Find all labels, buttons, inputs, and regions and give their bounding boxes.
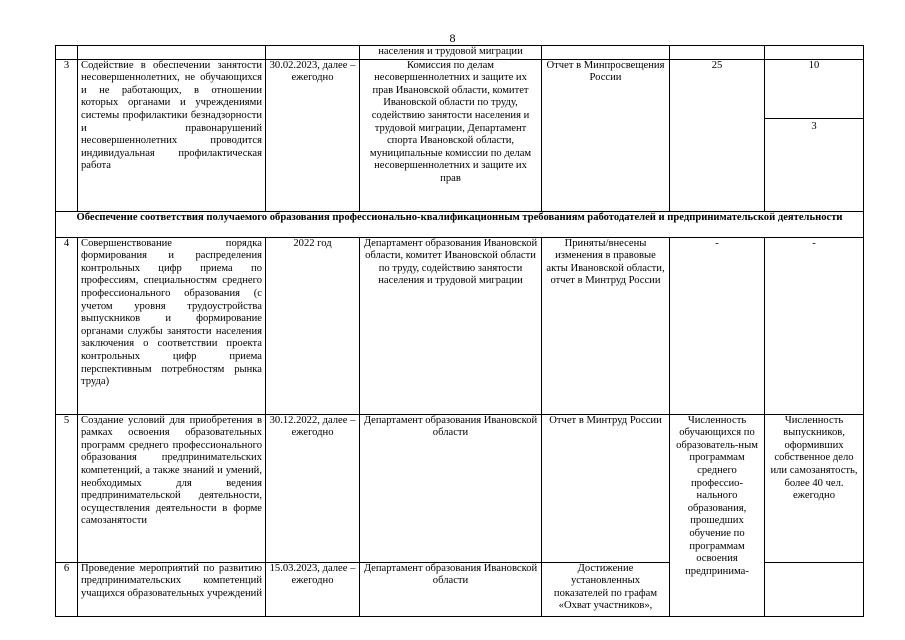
term-cell: 30.12.2022, далее – ежегодно: [266, 414, 360, 562]
row-number: 5: [56, 414, 78, 562]
row-number: 4: [56, 237, 78, 414]
term-cell: 15.03.2023, далее – ежегодно: [266, 562, 360, 616]
section-heading-row: [56, 211, 864, 237]
value-cell: [765, 59, 864, 211]
result-cell: Отчет в Минпросвещения России: [542, 59, 670, 211]
row-number: 3: [56, 59, 78, 211]
section-heading: Обеспечение соответствия получаемого образования профессионально-квалификационным требованиям работодателей и предпринимательской деятельности: [56, 211, 864, 237]
indicator-cell: -: [670, 237, 765, 414]
table-row: [56, 237, 864, 414]
executors-cell: Департамент образования Ивановской области, комитет Ивановской области по труду, содействию занятости населения и трудовой миграции: [360, 237, 542, 414]
indicator-cell: 25: [670, 59, 765, 211]
measures-table: [55, 45, 864, 617]
value-top: 10: [765, 60, 863, 119]
executors-cell: Департамент образования Ивановской области: [360, 414, 542, 562]
value-cell: -: [765, 237, 864, 414]
value-cell: Численность выпускников, оформивших собственное дело или самозанятость, более 40 чел. ежегодно: [765, 414, 864, 562]
table-row: [56, 59, 864, 211]
term-cell: 30.02.2023, далее – ежегодно: [266, 59, 360, 211]
executors-cell: Департамент образования Ивановской области: [360, 562, 542, 616]
result-cell: Достижение установленных показателей по графам «Охват участников»,: [542, 562, 670, 616]
result-cell: Приняты/внесены изменения в правовые акты Ивановской области, отчет в Минтруд России: [542, 237, 670, 414]
executors-cell: Комиссия по делам несовершеннолетних и защите их прав Ивановской области, комитет Ивановской области по труду, содействию занятости населения и трудовой миграции, Департамент спорта Ивановской области, муниципальные комиссии по делам несовершеннолетних и защите их прав: [360, 59, 542, 211]
term-cell: 2022 год: [266, 237, 360, 414]
measure-cell: Содействие в обеспечении занятости несовершеннолетних, не обучающихся и не работающих, в отношении которых органами и учреждениями системы профилактики безнадзорности и правонарушений несовершеннолетних проводится индивидуальная профилактическая работа: [78, 59, 266, 211]
result-cell: Отчет в Минтруд России: [542, 414, 670, 562]
page-number: 8: [449, 31, 456, 45]
table-row: [56, 414, 864, 562]
measure-cell: Совершенствование порядка формирования и распределения контрольных цифр приема по профессиям, специальностям среднего профессионального образования (с учетом уровня трудоустройства выпускников и формирование органами службы занятости населения заключения о соответствии проекта контрольных цифр приема перспективным потребностям рынка труда): [78, 237, 266, 414]
row-number: 6: [56, 562, 78, 616]
indicator-cell: Численность обучающихся по образователь-ным программам среднего професcио-нального образования, прошедших обучение по программам освоения предпринима-: [670, 414, 765, 616]
value-bottom: 3: [811, 120, 817, 132]
executors-cell: населения и трудовой миграции: [360, 46, 542, 60]
measure-cell: Создание условий для приобретения в рамках освоения образовательных программ среднего профессионального образования предпринимательских компетенций, а также знаний и умений, необходимых для ведения предпринимательской деятельности, осуществления деятельности в форме самозанятости: [78, 414, 266, 562]
measure-cell: Проведение мероприятий по развитию предпринимательских компетенций учащихся образовательных учреждений: [78, 562, 266, 616]
table-row-continued: [56, 46, 864, 60]
